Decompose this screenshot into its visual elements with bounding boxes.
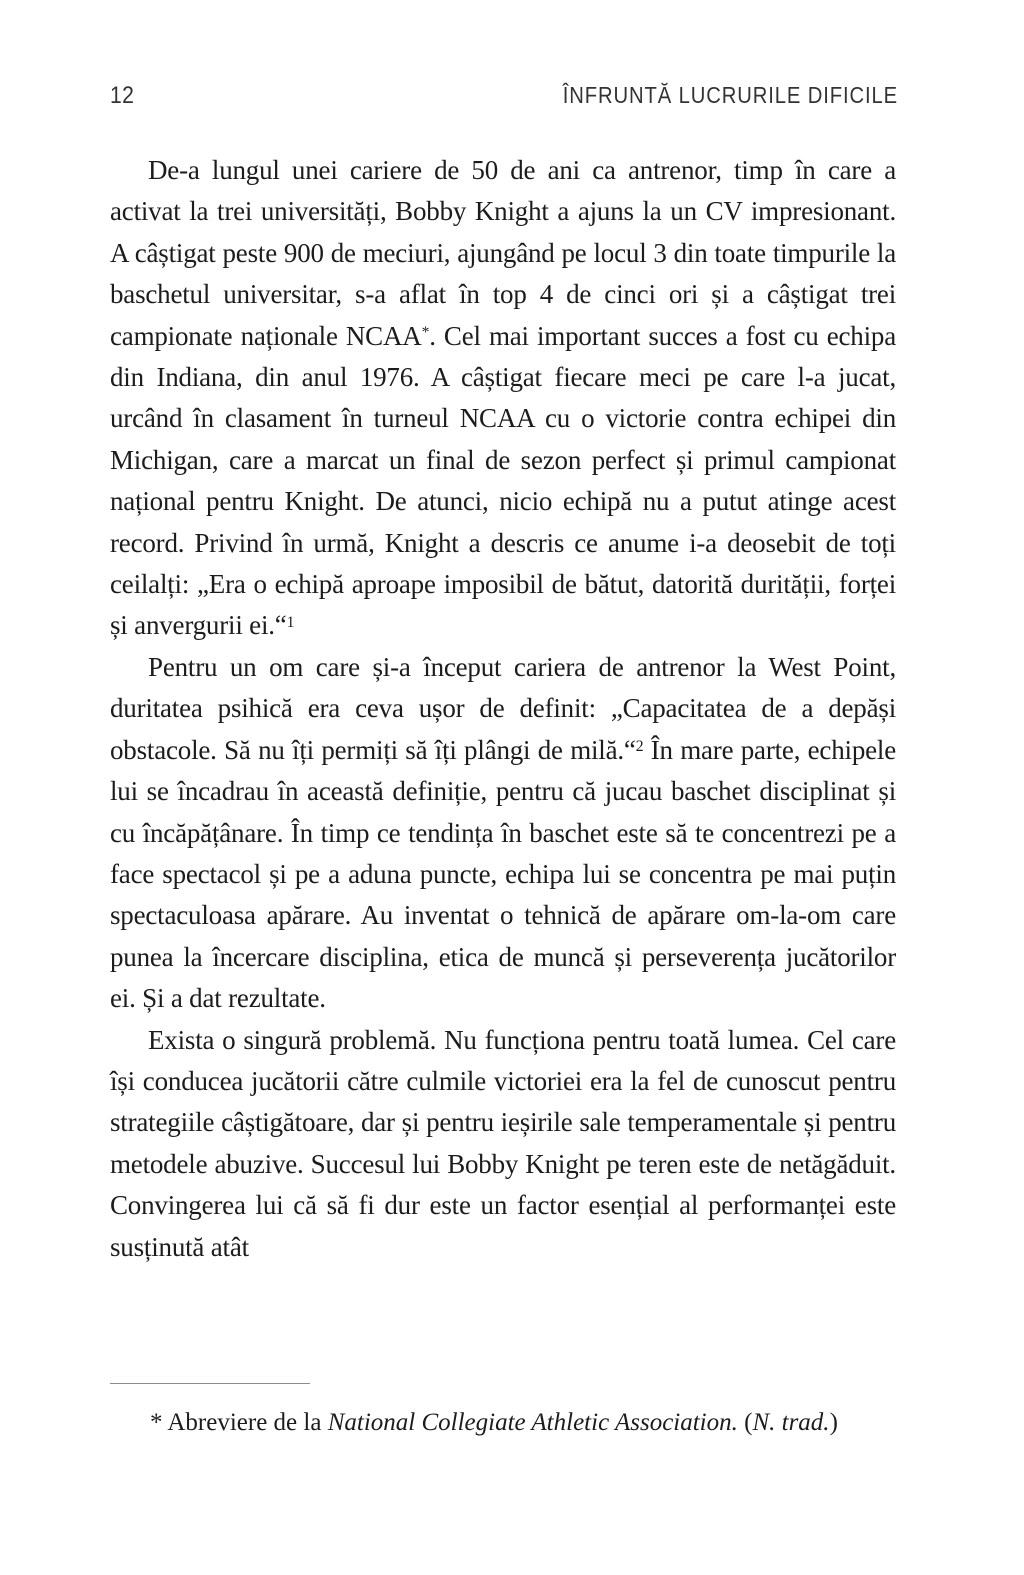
footnote-text: * Abreviere de la National Collegiate Athletic Association. (N. trad.) <box>150 1409 838 1436</box>
paragraph-3: Exista o singură problemă. Nu funcționa pentru toată lumea. Cel care își conducea jucătorii către culmile victoriei era la fel de cunoscut pentru strategiile câștigătoare, dar și pentru ieșirile sale temperamentale și pentru metodele abuzive. Succesul lui Bobby Knight pe teren este de netăgăduit. Convingerea lui că să fi dur este un factor esențial al performanței este susținută atât <box>110 1024 896 1262</box>
page-number: 12 <box>110 82 135 109</box>
paragraph-1: De-a lungul unei cariere de 50 de ani ca antrenor, timp în care a activat la trei universități, Bobby Knight a ajuns la un CV impresionant. A câștigat peste 900 de meciuri, ajungând pe locul 3 din toate timpurile la baschetul universitar, s-a aflat în top 4 de cinci ori și a câștigat trei campionate naționale NCAA*. Cel mai important succes a fost cu echipa din Indiana, din anul 1976. A câștigat fiecare meci pe care l-a jucat, urcând în clasament în turneul NCAA cu o victorie contra echipei din Michigan, care a marcat un final de sezon perfect și primul campionat național pentru Knight. De atunci, nicio echipă nu a putut atinge acest record. Privind în urmă, Knight a descris ce anume i-a deosebit de toți ceilalți: „Era o echipă aproape imposibil de bătut, datorită durității, forței și anvergurii ei.“$^1$ <box>110 155 896 641</box>
footnote-rule <box>110 1383 310 1384</box>
body-text <box>110 150 896 1268</box>
paragraph-2: Pentru un om care și-a început cariera de antrenor la West Point, duritatea psihică era ceva ușor de definit: „Capacitatea de a depăși obstacole. Să nu îți permiți să îți plângi de milă.“$^2$ În mare parte, echipele lui se încadrau în această definiție, pentru că jucau baschet disciplinat și cu încăpățânare. În timp ce tendința în baschet este să te concentrezi pe a face spectacol și pe a aduna puncte, echipa lui se concentra pe mai puțin spectaculoasa apărare. Au inventat o tehnică de apărare om-la-om care punea la încercare disciplina, etica de muncă și perseverența jucătorilor ei. Și a dat rezultate. <box>110 651 896 1014</box>
footnote <box>110 1383 896 1439</box>
running-title: ÎNFRUNTĂ LUCRURILE DIFICILE <box>562 82 898 108</box>
page-header <box>110 82 898 110</box>
